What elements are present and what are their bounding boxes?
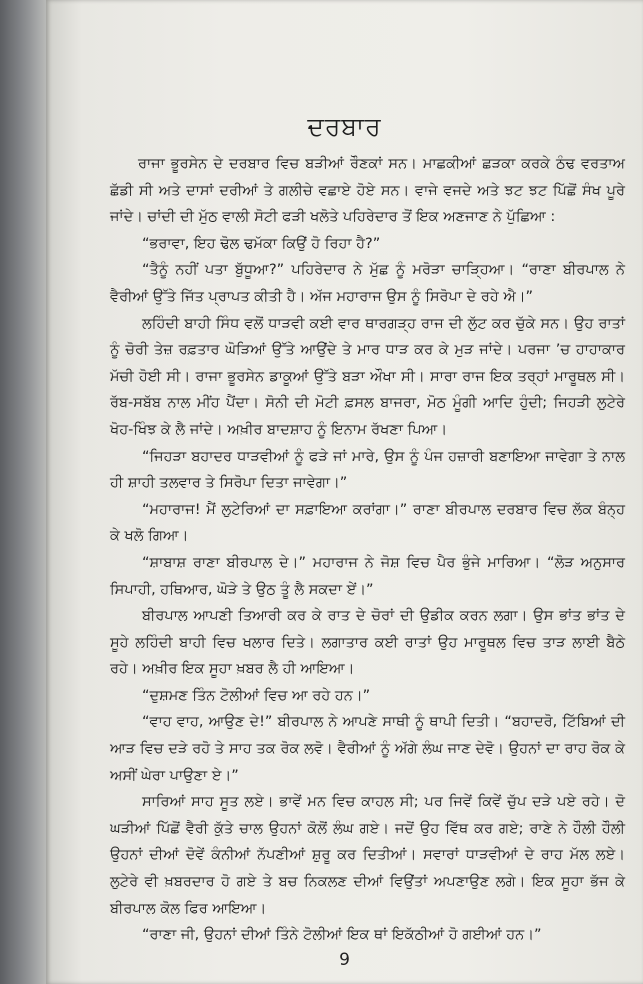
paragraph: ਰਾਜਾ ਭੂਰਸੇਨ ਦੇ ਦਰਬਾਰ ਵਿਚ ਬੜੀਆਂ ਰੌਣਕਾਂ ਸਨ। ਮਾਛਕੀਆਂ ਛੜਕਾ ਕਰਕੇ ਠੰਢ ਵਰਤਾਅ ਛੱਡੀ ਸੀ ਅਤੇ ਦਾਸਾਂ ਦਰੀਆਂ ਤੇ ਗਲੀਚੇ ਵਛਾਏ ਹੋਏ ਸਨ। ਵਾਜੇ ਵਜਦੇ ਅਤੇ ਝਟ ਝਟ ਪਿੱਛੋਂ ਸੰਖ ਪੂਰੇ ਜਾਂਦੇ। ਚਾਂਦੀ ਦੀ ਮੁੱਠ ਵਾਲੀ ਸੋਟੀ ਫੜੀ ਖਲੋਤੇ ਪਹਿਰੇਦਾਰ ਤੋਂ ਇਕ ਅਣਜਾਣ ਨੇ ਪੁੱਛਿਆ : bbox=[110, 156, 625, 226]
paragraph: “ਵਾਹ ਵਾਹ, ਆਉਣ ਦੇ!” ਬੀਰਪਾਲ ਨੇ ਆਪਣੇ ਸਾਥੀ ਨੂੰ ਥਾਪੀ ਦਿਤੀ। “ਬਹਾਦਰੋ, ਟਿੱਬਿਆਂ ਦੀ ਆੜ ਵਿਚ ਦੜੇ ਰਹੋ ਤੇ ਸਾਹ ਤਕ ਰੋਕ ਲਵੋ। ਵੈਰੀਆਂ ਨੂੰ ਅੱਗੇ ਲੰਘ ਜਾਣ ਦੇਵੋ। ਉਹਨਾਂ ਦਾ ਰਾਹ ਰੋਕ ਕੇ ਅਸੀਂ ਘੇਰਾ ਪਾਉਣਾ ਏ।” bbox=[110, 714, 625, 784]
paragraph: “ਭਰਾਵਾ, ਇਹ ਢੋਲ ਢਮੱਕਾ ਕਿਉਂ ਹੋ ਰਿਹਾ ਹੈ?” bbox=[142, 235, 381, 252]
paragraph: “ਦੁਸ਼ਮਣ ਤਿੰਨ ਟੋਲੀਆਂ ਵਿਚ ਆ ਰਹੇ ਹਨ।” bbox=[142, 687, 371, 704]
paragraph: “ਸ਼ਾਬਾਸ਼ ਰਾਣਾ ਬੀਰਪਾਲ ਦੇ।” ਮਹਾਰਾਜ ਨੇ ਜੋਸ਼ ਵਿਚ ਪੈਰ ਭੁੰਜੇ ਮਾਰਿਆ। “ਲੋੜ ਅਨੁਸਾਰ ਸਿਪਾਹੀ, ਹਥਿਆਰ, ਘੋੜੇ ਤੇ ਉਠ ਤੂੰ ਲੈ ਸਕਦਾ ਏਂ।” bbox=[110, 554, 625, 598]
paragraph: ਬੀਰਪਾਲ ਆਪਣੀ ਤਿਆਰੀ ਕਰ ਕੇ ਰਾਤ ਦੇ ਚੋਰਾਂ ਦੀ ਉਡੀਕ ਕਰਨ ਲਗਾ। ਉਸ ਭਾਂਤ ਭਾਂਤ ਦੇ ਸੂਹੇ ਲਹਿੰਦੀ ਬਾਹੀ ਵਿਚ ਖਲਾਰ ਦਿਤੇ। ਲਗਾਤਾਰ ਕਈ ਰਾਤਾਂ ਉਹ ਮਾਰੂਥਲ ਵਿਚ ਤਾੜ ਲਾਈ ਬੈਠੇ ਰਹੇ। ਅਖ਼ੀਰ ਇਕ ਸੂਹਾ ਖ਼ਬਰ ਲੈ ਹੀ ਆਇਆ। bbox=[110, 608, 625, 678]
chapter-title: ਦਰਬਾਰ bbox=[307, 112, 382, 141]
scan-background bbox=[0, 0, 46, 984]
paragraph: “ਤੈਨੂੰ ਨਹੀਂ ਪਤਾ ਬੁੱਧੂਆ?” ਪਹਿਰੇਦਾਰ ਨੇ ਮੁੱਛ ਨੂੰ ਮਰੋੜਾ ਚਾੜ੍ਹਿਆ। “ਰਾਣਾ ਬੀਰਪਾਲ ਨੇ ਵੈਰੀਆਂ ਉੱਤੇ ਜਿੱਤ ਪ੍ਰਾਪਤ ਕੀਤੀ ਹੈ। ਅੱਜ ਮਹਾਰਾਜ ਉਸ ਨੂੰ ਸਿਰੋਪਾ ਦੇ ਰਹੇ ਐ।” bbox=[110, 262, 625, 305]
body-text bbox=[110, 151, 625, 949]
paragraph: “ਜਿਹੜਾ ਬਹਾਦਰ ਧਾੜਵੀਆਂ ਨੂੰ ਫੜੇ ਜਾਂ ਮਾਰੇ, ਉਸ ਨੂੰ ਪੰਜ ਹਜ਼ਾਰੀ ਬਣਾਇਆ ਜਾਵੇਗਾ ਤੇ ਨਾਲ ਹੀ ਸ਼ਾਹੀ ਤਲਵਾਰ ਤੇ ਸਿਰੋਪਾ ਦਿਤਾ ਜਾਵੇਗਾ।” bbox=[110, 448, 625, 492]
paragraph: ਸਾਰਿਆਂ ਸਾਹ ਸੂਤ ਲਏ। ਭਾਵੇਂ ਮਨ ਵਿਚ ਕਾਹਲ ਸੀ; ਪਰ ਜਿਵੇਂ ਕਿਵੇਂ ਚੁੱਪ ਦੜੇ ਪਏ ਰਹੇ। ਦੋ ਘੜੀਆਂ ਪਿੱਛੋਂ ਵੈਰੀ ਕੁੱਤੇ ਚਾਲ ਉਹਨਾਂ ਕੋਲੋਂ ਲੰਘ ਗਏ। ਜਦੋਂ ਉਹ ਵਿੱਥ ਕਰ ਗਏ; ਰਾਣੇ ਨੇ ਹੌਲੀ ਹੌਲੀ ਉਹਨਾਂ ਦੀਆਂ ਦੋਵੇਂ ਕੰਨੀਆਂ ਨੱਪਣੀਆਂ ਸ਼ੁਰੂ ਕਰ ਦਿਤੀਆਂ। ਸਵਾਰਾਂ ਧਾੜਵੀਆਂ ਦੇ ਰਾਹ ਮੱਲ ਲਏ। ਲੁਟੇਰੇ ਵੀ ਖ਼ਬਰਦਾਰ ਹੋ ਗਏ ਤੇ ਬਚ ਨਿਕਲਣ ਦੀਆਂ ਵਿਉਂਤਾਂ ਅਪਣਾਉਣ ਲਗੇ। ਇਕ ਸੂਹਾ ਭੱਜ ਕੇ ਬੀਰਪਾਲ ਕੋਲ ਫਿਰ ਆਇਆ। bbox=[110, 794, 625, 917]
book-page bbox=[46, 0, 643, 984]
page-number: 9 bbox=[339, 950, 350, 970]
paragraph: “ਰਾਣਾ ਜੀ, ਉਹਨਾਂ ਦੀਆਂ ਤਿੰਨੇ ਟੋਲੀਆਂ ਇਕ ਥਾਂ ਇਕੱਠੀਆਂ ਹੋ ਗਈਆਂ ਹਨ।” bbox=[142, 927, 542, 944]
paragraph: ਲਹਿੰਦੀ ਬਾਹੀ ਸਿੰਧ ਵਲੋਂ ਧਾੜਵੀ ਕਈ ਵਾਰ ਥਾਰਗੜ੍ਹ ਰਾਜ ਦੀ ਲੁੱਟ ਕਰ ਚੁੱਕੇ ਸਨ। ਉਹ ਰਾਤਾਂ ਨੂੰ ਚੋਰੀ ਤੇਜ਼ ਰਫ਼ਤਾਰ ਘੋੜਿਆਂ ਉੱਤੇ ਆਉਂਦੇ ਤੇ ਮਾਰ ਧਾੜ ਕਰ ਕੇ ਮੁੜ ਜਾਂਦੇ। ਪਰਜਾ ’ਚ ਹਾਹਾਕਾਰ ਮੱਚੀ ਹੋਈ ਸੀ। ਰਾਜਾ ਭੂਰਸੇਨ ਡਾਕੂਆਂ ਉੱਤੇ ਬੜਾ ਔਖਾ ਸੀ। ਸਾਰਾ ਰਾਜ ਇਕ ਤਰ੍ਹਾਂ ਮਾਰੂਥਲ ਸੀ। ਰੱਬ-ਸਬੱਬ ਨਾਲ ਮੀਂਹ ਪੈਂਦਾ। ਸੋਨੀ ਦੀ ਮੋਟੀ ਫ਼ਸਲ ਬਾਜਰਾ, ਮੋਠ ਮੂੰਗੀ ਆਦਿ ਹੁੰਦੀ; ਜਿਹੜੀ ਲੁਟੇਰੇ ਖੋਹ-ਖਿੰਝ ਕੇ ਲੈ ਜਾਂਦੇ। ਅਖ਼ੀਰ ਬਾਦਸ਼ਾਹ ਨੂੰ ਇਨਾਮ ਰੱਖਣਾ ਪਿਆ। bbox=[110, 315, 625, 438]
paragraph: “ਮਹਾਰਾਜ! ਮੈਂ ਲੁਟੇਰਿਆਂ ਦਾ ਸਫ਼ਾਇਆ ਕਰਾਂਗਾ।” ਰਾਣਾ ਬੀਰਪਾਲ ਦਰਬਾਰ ਵਿਚ ਲੱਕ ਬੰਨ੍ਹ ਕੇ ਖਲੋ ਗਿਆ। bbox=[110, 501, 625, 545]
